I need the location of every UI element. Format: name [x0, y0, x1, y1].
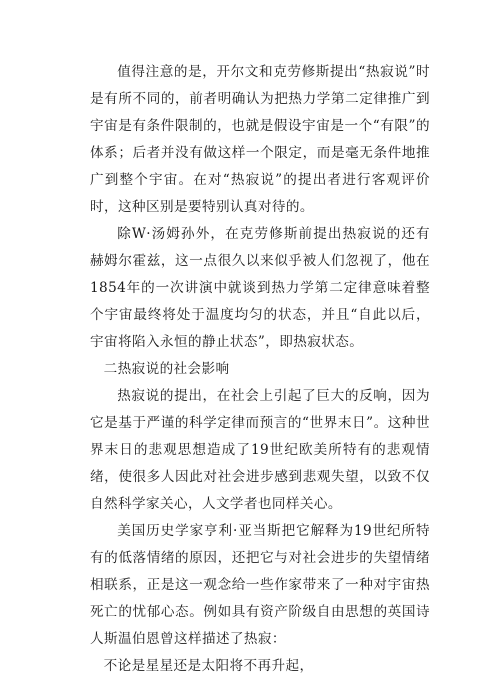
paragraph-social-impact: 热寂说的提出，在社会上引起了巨大的反响，因为它是基于严谨的科学定律而预言的“世界末日”。这种世界末日的悲观思想造成了19世纪欧美所特有的悲观情绪，使很多人因此对社会进步感到悲观失望，以致不仅自然科学家关心，人文学者也同样关心。 — [90, 388, 430, 512]
paragraph-kelvin-clausius: 值得注意的是，开尔文和克劳修斯提出“热寂说”时是有所不同的，前者明确认为把热力学第二定律推广到宇宙是有条件限制的，也就是假设宇宙是一个“有限”的体系；后者并没有做这样一个限定，而是毫无条件地推广到整个宇宙。在对“热寂说”的提出者进行客观评价时，这种区别是要特别认真对待的。 — [90, 64, 430, 215]
poem-line: 不论是星星还是太阳将不再升起， — [103, 658, 314, 674]
document-body — [90, 59, 430, 680]
paragraph-henry-adams: 美国历史学家亨利·亚当斯把它解释为19世纪所特有的低落情绪的原因，还把它与对社会进步的失望情绪相联系，正是这一观念给一些作家带来了一种对宇宙热死亡的忧郁心态。例如具有资产阶级自由思想的英国诗人斯温伯恩曾这样描述了热寂： — [90, 523, 430, 647]
section-heading: 二热寂说的社会影响 — [103, 361, 230, 377]
paragraph-helmholtz: 除W·汤姆孙外，在克劳修斯前提出热寂说的还有赫姆尔霍兹，这一点很久以来似乎被人们忽视了，他在1854年的一次讲演中就谈到热力学第二定律意味着整个宇宙最终将处于温度均匀的状态，并且“自此以后，宇宙将陷入永恒的静止状态”，即热寂状态。 — [90, 226, 430, 350]
